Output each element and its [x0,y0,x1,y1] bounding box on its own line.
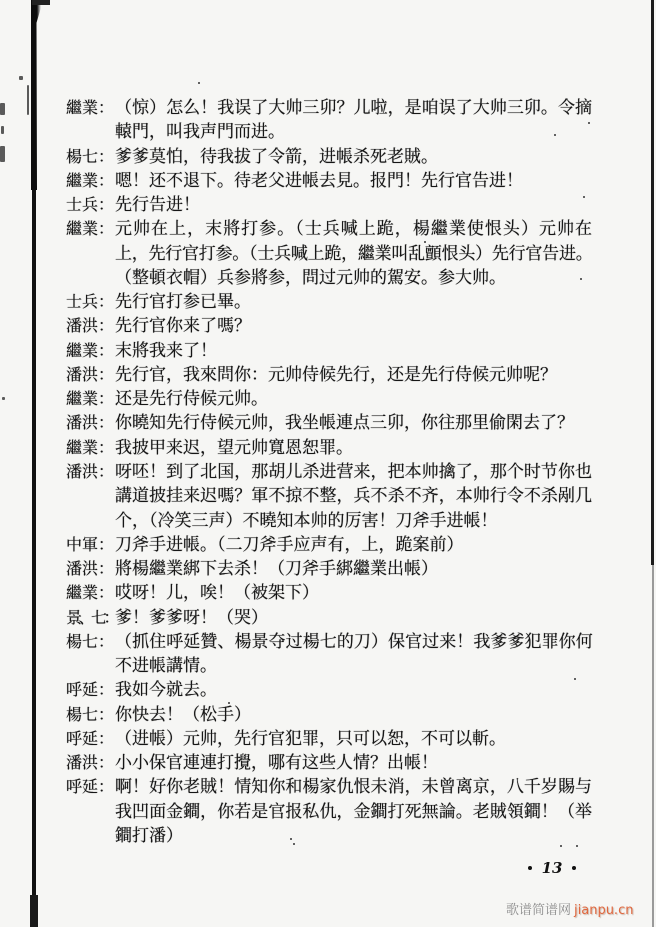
play-script [66,96,606,848]
speaker-label: 呼延： [66,777,115,797]
speaker-label: 呼延： [66,680,115,700]
speech-text: 先行官你来了嗎？ [115,316,251,337]
speech-text: 你快去！（松手） [115,704,251,725]
speech-text: （抓住呼延贊、楊景夺过楊七的刀）保官过来！我爹爹犯罪你何 [115,631,592,652]
script-line [66,460,606,484]
speech-text: 不进帳講情。 [115,656,217,677]
speaker-label: 潘洪： [66,461,115,481]
script-line [66,266,606,290]
speech-text: 还是先行侍候元帅。 [115,389,268,410]
speaker-label: 潘洪： [66,753,115,773]
script-line [66,314,606,338]
speech-text: （惊）怎么！我误了大帅三卯？儿啦，是咱误了大帅三卯。令摘 [115,98,592,118]
speech-yangqi [66,703,606,727]
watermark-site-name: 歌谱简谱网 [506,903,572,918]
speaker-label: 繼業： [66,389,115,409]
speaker-label: 潘洪： [66,559,115,579]
speaker-indent [66,120,115,144]
speech-text: 啊！好你老賊！情知你和楊家仇恨未消，未曾离京，八千岁賜与 [115,777,592,798]
script-line [66,509,606,533]
binding-edge-cap [32,0,50,5]
speech-text: 我披甲来迟，望元帅寬恩恕罪。 [115,437,353,458]
speech-jiye [66,436,606,460]
speaker-label: 楊七： [66,146,115,166]
script-line [66,363,606,387]
speech-zhongjun [66,533,606,557]
speech-soldier [66,193,606,217]
watermark-domain: jianpu.cn [574,903,634,918]
speaker-indent [66,654,115,678]
script-line [66,824,606,848]
bleed-through-mark [0,103,5,115]
speech-jiye [66,169,606,193]
script-line [66,727,606,751]
script-line [66,242,606,266]
speaker-indent [66,242,115,266]
speech-huyan [66,727,606,751]
speech-panhong [66,411,606,435]
speaker-label: 繼業： [66,219,115,239]
speech-panhong [66,363,606,387]
speaker-label: 潘洪： [66,364,115,384]
speech-yangqi [66,630,606,679]
speech-text: 先行官，我來問你：元帅侍候先行，还是先行侍候元帅呢？ [115,364,557,385]
speech-text: 哎呀！儿，唉！（被架下） [115,583,319,604]
binding-edge-shadow [31,0,41,190]
speaker-label: 繼業： [66,98,115,117]
speaker-label: 繼業： [66,170,115,190]
speech-text: 刀斧手进帳。（二刀斧手应声有，上，跪案前） [115,534,464,555]
speaker-label: 繼業： [66,340,115,360]
script-line [66,581,606,605]
speaker-indent [66,509,115,533]
script-line [66,436,606,460]
script-line [66,533,606,557]
speech-text: （进帳）元帅，先行官犯罪，只可以恕，不可以斬。 [115,728,506,749]
speech-panhong [66,557,606,581]
speaker-label: 呼延： [66,728,115,748]
speaker-label: 繼業： [66,583,115,603]
script-line [66,800,606,824]
speaker-label: 楊七： [66,631,115,651]
page-number-value: 13 [541,859,563,877]
script-line [66,654,606,678]
page-number [528,857,576,879]
speaker-label: 潘洪： [66,316,115,336]
script-line [66,290,606,314]
speech-text: 嗯！还不退下。待老父进帳去見。报門！先行官告进！ [115,170,523,191]
speaker-indent [66,266,115,290]
script-line [66,751,606,775]
speech-text: 爹！爹爹呀！（哭） [115,607,268,628]
script-line [66,96,606,120]
speech-text: 我凹面金鐧，你若是官报私仇，金鐧打死無論。老賊領鐧！（举 [115,801,592,822]
speech-text: 你曉知先行侍候元帅，我坐帳連点三卯，你往那里偷閑去了？ [115,413,574,434]
speech-jing-qi [66,606,606,630]
speech-text: 講道披挂来迟嗎？軍不掠不整，兵不杀不齐，本帅行令不杀剐几 [115,486,592,507]
speaker-label: 潘洪： [66,413,115,433]
speech-text: 小小保官連連打攪，哪有这些人情？出帳！ [115,753,438,774]
script-line [66,145,606,169]
speech-jiye [66,581,606,605]
speech-jiye [66,96,606,145]
speech-text: 我如今就去。 [115,680,217,701]
binding-edge-blot [30,895,38,927]
script-line [66,387,606,411]
speech-huyan [66,775,606,848]
script-line [66,606,606,630]
speech-soldier [66,290,606,314]
page-edge-right [651,0,654,565]
bullet-dot-right [572,866,576,870]
speaker-indent [66,800,115,824]
speech-text: 上，先行官打参。（士兵喊上跪，繼業叫乱顫恨头）先行官告进。 [115,243,592,264]
speaker-indent [66,824,115,848]
speaker-label: 中軍： [66,534,115,554]
speech-text: 爹爹莫怕，待我拔了令箭，进帳杀死老賊。 [115,146,438,167]
speech-text: 將楊繼業綁下去杀！（刀斧手綁繼業出帳） [115,559,438,580]
bleed-through-mark [1,126,4,134]
script-line [66,411,606,435]
speech-text: 呀呸！到了北国，那胡儿杀进营来，把本帅擒了，那个时节你也 [115,461,592,482]
script-line [66,217,606,241]
bleed-through-mark [19,76,23,80]
speech-yangqi [66,145,606,169]
bleed-through-mark [2,397,5,400]
speech-panhong [66,314,606,338]
script-line [66,484,606,508]
speech-text: 元帅在上，末將打参。（士兵喊上跪，楊繼業使恨头）元帅在 [115,219,592,240]
page-edge-right-faint [652,565,654,927]
speaker-label: 士兵： [66,195,115,215]
script-line [66,193,606,217]
speech-jiye [66,387,606,411]
speech-text: 先行告进！ [115,195,200,216]
bullet-dot-left [528,866,532,870]
speech-huyan [66,678,606,702]
bleed-through-mark [0,146,5,162]
speech-text: 鐧打潘） [115,825,183,846]
speech-panhong [66,460,606,533]
script-line [66,557,606,581]
bleed-through-mark [27,85,29,115]
script-line [66,678,606,702]
speech-text: （整頓衣帽）兵参將参，問过元帅的駕安。参大帅。 [115,267,506,288]
speech-text: 个，（冷笑三声）不曉知本帅的厉害！刀斧手进帳！ [115,510,498,531]
site-watermark [506,902,633,920]
speaker-label: 景、七： [66,607,117,627]
script-line [66,775,606,799]
speaker-indent [66,484,115,508]
speaker-label: 楊七： [66,704,115,724]
script-line [66,630,606,654]
script-line [66,703,606,727]
speech-jiye [66,339,606,363]
speaker-label: 士兵： [66,292,115,312]
speech-jiye [66,217,606,290]
script-line [66,120,606,144]
scan-speck [198,82,200,84]
speech-text: 末將我来了！ [115,340,217,361]
speech-panhong [66,751,606,775]
script-line [66,169,606,193]
speech-text: 轅門，叫我声門而进。 [115,122,285,143]
script-line [66,339,606,363]
speaker-label: 繼業： [66,437,115,457]
speech-text: 先行官打参已畢。 [115,292,251,313]
